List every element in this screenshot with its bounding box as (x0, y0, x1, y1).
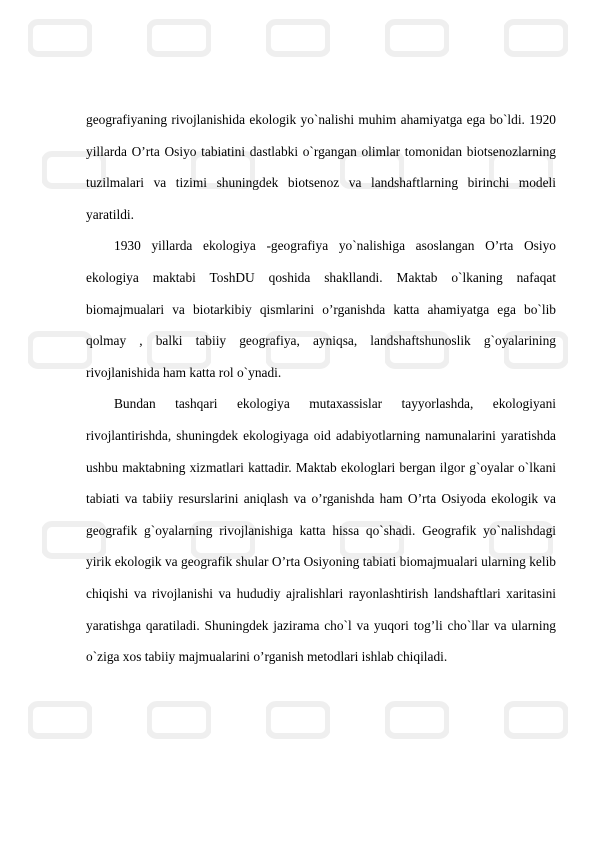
watermark-logo-icon (266, 18, 330, 58)
watermark-logo-icon (28, 18, 92, 58)
paragraph-1: geografiyaning rivojlanishida ekologik yo`nalishi muhim ahamiyatga ega bo`ldi. 1920 yillarda O’rta Osiyo tabiatini dastlabki o`rgangan olimlar tomonidan biotsenozlarning tuzilmalari va tizimi shuningdek biotsenoz va landshaftlarning birinchi modeli yaratildi. (86, 112, 556, 222)
watermark-row (0, 18, 595, 58)
watermark-logo-icon (385, 700, 449, 740)
paragraph-3: Bundan tashqari ekologiya mutaxassislar tayyorlashda, ekologiyani rivojlantirishda, shuningdek ekologiyaga oid adabiyotlarning namunalarini yaratishda ushbu maktabning xizmatlari kattadir. Maktab ekologlari bergan ilgor g`oyalar o`lkani tabiati va tabiiy resurslarini aniqlash va o’rganishda ham O’rta Osiyoda ekologik va geografik g`oyalarning rivojlanishiga katta hissa qo`shadi. Geografik yo`nalishdagi yirik ekologik va geografik shular O’rta Osiyoning tabiati biomajmualari ularning kelib chiqishi va rivojlanishi va hududiy ajralishlari rayonlashtirish landshaftlari xaritasini yaratishga qaratiladi. Shuningdek jazirama cho`l va yuqori tog’li cho`llar va ularning o`ziga xos tabiiy majmualarini o’rganish metodlari ishlab chiqiladi. (86, 396, 556, 665)
watermark-logo-icon (504, 700, 568, 740)
watermark-logo-icon (28, 700, 92, 740)
watermark-logo-icon (28, 330, 92, 370)
watermark-logo-icon (147, 18, 211, 58)
watermark-logo-icon (147, 700, 211, 740)
watermark-row (0, 700, 595, 740)
watermark-logo-icon (385, 18, 449, 58)
document-body (86, 104, 556, 673)
watermark-logo-icon (266, 700, 330, 740)
paragraph-2: 1930 yillarda ekologiya -geografiya yo`nalishiga asoslangan O’rta Osiyo ekologiya maktabi ToshDU qoshida shakllandi. Maktab o`lkaning nafaqat biomajmualari va biotarkibiy qismlarini o’rganishda katta ahamiyatga ega bo`lib qolmay , balki tabiiy geografiya, ayniqsa, landshaftshunoslik g`oyalarining rivojlanishida ham katta rol o`ynadi. (86, 238, 556, 380)
watermark-logo-icon (504, 18, 568, 58)
